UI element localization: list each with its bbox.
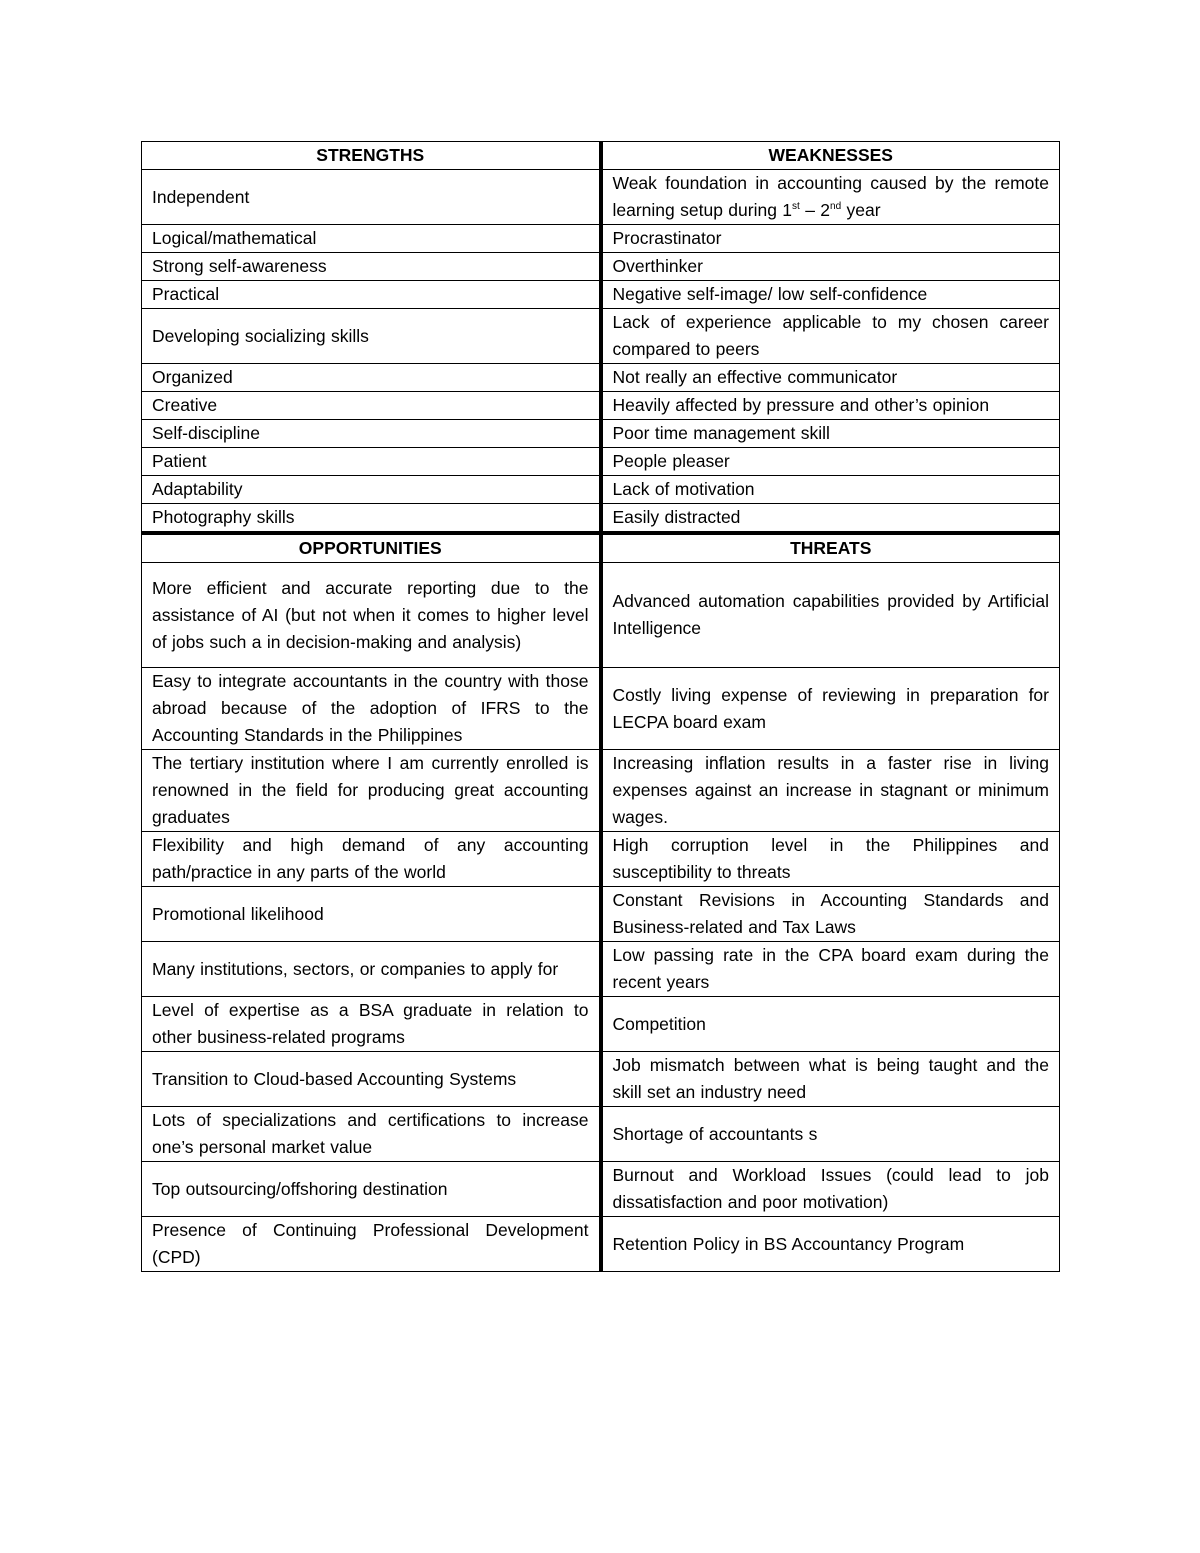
opportunity-cell: More efficient and accurate reporting due to the assistance of AI (but not when it comes to higher level of jobs such a in decision-making and analysis) bbox=[142, 563, 601, 668]
weakness-cell: People pleaser bbox=[601, 448, 1060, 476]
threat-cell: Competition bbox=[601, 997, 1060, 1052]
threat-cell: Constant Revisions in Accounting Standards and Business-related and Tax Laws bbox=[601, 887, 1060, 942]
table-row bbox=[142, 997, 1060, 1052]
threat-cell: Advanced automation capabilities provided by Artificial Intelligence bbox=[601, 563, 1060, 668]
table-row bbox=[142, 225, 1060, 253]
weakness-cell: Procrastinator bbox=[601, 225, 1060, 253]
swot-table bbox=[141, 141, 1060, 1272]
weakness-cell: Heavily affected by pressure and other’s opinion bbox=[601, 392, 1060, 420]
strength-cell: Practical bbox=[142, 281, 601, 309]
weakness-cell bbox=[601, 170, 1060, 225]
weakness-text: – 2 bbox=[799, 200, 831, 220]
weakness-cell: Poor time management skill bbox=[601, 420, 1060, 448]
threat-cell: Low passing rate in the CPA board exam during the recent years bbox=[601, 942, 1060, 997]
strength-cell: Self-discipline bbox=[142, 420, 601, 448]
strength-cell: Developing socializing skills bbox=[142, 309, 601, 364]
table-row bbox=[142, 1217, 1060, 1272]
table-row bbox=[142, 832, 1060, 887]
opportunity-cell: Flexibility and high demand of any accounting path/practice in any parts of the world bbox=[142, 832, 601, 887]
threat-cell: Job mismatch between what is being taught and the skill set an industry need bbox=[601, 1052, 1060, 1107]
table-row bbox=[142, 563, 1060, 668]
ot-header-row bbox=[142, 533, 1060, 563]
table-row bbox=[142, 309, 1060, 364]
sw-header-row bbox=[142, 142, 1060, 170]
table-row bbox=[142, 420, 1060, 448]
table-row bbox=[142, 281, 1060, 309]
threat-cell: Increasing inflation results in a faster rise in living expenses against an increase in stagnant or minimum wages. bbox=[601, 750, 1060, 832]
table-row bbox=[142, 942, 1060, 997]
strength-cell: Photography skills bbox=[142, 504, 601, 534]
opportunity-cell: Presence of Continuing Professional Development (CPD) bbox=[142, 1217, 601, 1272]
table-row bbox=[142, 1162, 1060, 1217]
weakness-cell: Overthinker bbox=[601, 253, 1060, 281]
opportunity-cell: Transition to Cloud-based Accounting Systems bbox=[142, 1052, 601, 1107]
opportunity-cell: Level of expertise as a BSA graduate in relation to other business-related programs bbox=[142, 997, 601, 1052]
ordinal-suffix: nd bbox=[830, 201, 842, 213]
opportunity-cell: Top outsourcing/offshoring destination bbox=[142, 1162, 601, 1217]
table-row bbox=[142, 750, 1060, 832]
opportunity-cell: Many institutions, sectors, or companies to apply for bbox=[142, 942, 601, 997]
weakness-cell: Lack of motivation bbox=[601, 476, 1060, 504]
opportunity-cell: The tertiary institution where I am currently enrolled is renowned in the field for producing great accounting graduates bbox=[142, 750, 601, 832]
strength-cell: Patient bbox=[142, 448, 601, 476]
weaknesses-header: WEAKNESSES bbox=[601, 142, 1060, 170]
strength-cell: Organized bbox=[142, 364, 601, 392]
threat-cell: High corruption level in the Philippines and susceptibility to threats bbox=[601, 832, 1060, 887]
threat-cell: Costly living expense of reviewing in preparation for LECPA board exam bbox=[601, 668, 1060, 750]
strength-cell: Strong self-awareness bbox=[142, 253, 601, 281]
weakness-cell: Easily distracted bbox=[601, 504, 1060, 534]
table-row bbox=[142, 364, 1060, 392]
table-row bbox=[142, 504, 1060, 534]
weakness-cell: Not really an effective communicator bbox=[601, 364, 1060, 392]
table-row bbox=[142, 253, 1060, 281]
weakness-text: year bbox=[841, 200, 881, 220]
opportunity-cell: Lots of specializations and certifications to increase one’s personal market value bbox=[142, 1107, 601, 1162]
opportunity-cell: Easy to integrate accountants in the country with those abroad because of the adoption of IFRS to the Accounting Standards in the Philippines bbox=[142, 668, 601, 750]
threat-cell: Retention Policy in BS Accountancy Program bbox=[601, 1217, 1060, 1272]
table-row bbox=[142, 170, 1060, 225]
table-row bbox=[142, 887, 1060, 942]
strengths-header: STRENGTHS bbox=[142, 142, 601, 170]
threat-cell: Shortage of accountants s bbox=[601, 1107, 1060, 1162]
table-row bbox=[142, 1052, 1060, 1107]
strength-cell: Independent bbox=[142, 170, 601, 225]
table-row bbox=[142, 476, 1060, 504]
opportunities-header: OPPORTUNITIES bbox=[142, 533, 601, 563]
opportunity-cell: Promotional likelihood bbox=[142, 887, 601, 942]
ordinal-suffix: st bbox=[792, 201, 800, 213]
strength-cell: Creative bbox=[142, 392, 601, 420]
table-row bbox=[142, 668, 1060, 750]
strength-cell: Adaptability bbox=[142, 476, 601, 504]
table-row bbox=[142, 1107, 1060, 1162]
strength-cell: Logical/mathematical bbox=[142, 225, 601, 253]
threat-cell: Burnout and Workload Issues (could lead to job dissatisfaction and poor motivation) bbox=[601, 1162, 1060, 1217]
weakness-cell: Negative self-image/ low self-confidence bbox=[601, 281, 1060, 309]
weakness-cell: Lack of experience applicable to my chosen career compared to peers bbox=[601, 309, 1060, 364]
table-row bbox=[142, 392, 1060, 420]
weakness-text: Weak foundation in accounting caused by the remote learning setup during 1 bbox=[612, 173, 1049, 220]
table-row bbox=[142, 448, 1060, 476]
threats-header: THREATS bbox=[601, 533, 1060, 563]
